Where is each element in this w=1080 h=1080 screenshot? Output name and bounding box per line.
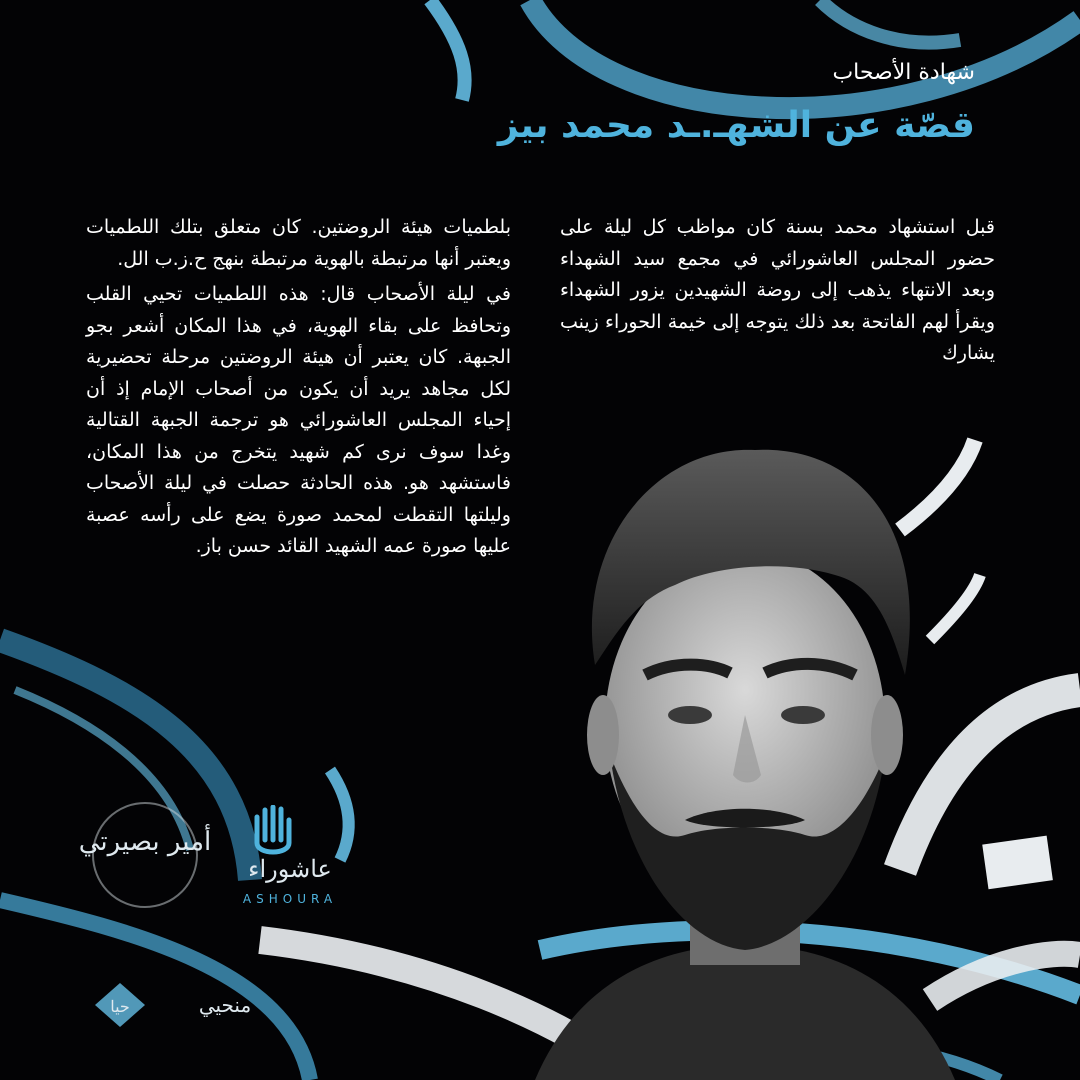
svg-text:عاشوراء: عاشوراء: [248, 855, 332, 883]
story-paragraph: قبل استشهاد محمد بسنة كان مواظب كل ليلة على حضور المجلس العاشورائي في مجمع سيد الشهداء وبعد الانتهاء يذهب إلى روضة الشهيدين يزور الشهداء ويقرأ لهم الفاتحة بعد ذلك يتوجه إلى خيمة الحوراء زينب يشارك: [560, 216, 995, 364]
martyr-portrait: [535, 425, 955, 1080]
svg-text:أمير بصيرتي: أمير بصيرتي: [78, 827, 212, 857]
page-subtitle: شهادة الأصحاب: [832, 60, 975, 85]
story-paragraph: بلطميات هيئة الروضتين. كان متعلق بتلك اللطميات ويعتبر أنها مرتبطة بالهوية مرتبطة بنهج ح.ز.ب الل.: [86, 216, 511, 270]
story-column-left: [86, 212, 511, 567]
svg-text:ASHOURA: ASHOURA: [242, 892, 338, 906]
story-paragraph: في ليلة الأصحاب قال: هذه اللطميات تحيي القلب وتحافظ على بقاء الهوية، في هذا المكان أشعر بجو الجبهة. كان يعتبر أن هيئة الروضتين مرحلة تحضيرية لكل مجاهد يريد أن يكون من أصحاب الإمام إذ أن إحياء المجلس العاشورائي هو ترجمة الجبهة القتالية وغدا سوف نرى كم شهيد يتخرج من هذا المكان، فاستشهد هو. هذه الحادثة حصلت في ليلة الأصحاب وليلتها التقطت لمحمد صورة يضع على رأسه عصبة عليها صورة عمه الشهيد القائد حسن باز.: [86, 283, 511, 557]
svg-text:منحيي: منحيي: [198, 993, 252, 1017]
story-column-right: [560, 212, 995, 374]
hand-icon: [257, 807, 289, 852]
small-logo: [85, 975, 155, 1035]
svg-text:حيا: حيا: [110, 997, 130, 1016]
ashoura-logo: [225, 805, 355, 910]
page-title: قصّة عن الشهـ.ـد محمد بيز: [497, 105, 975, 146]
small-logo: [185, 980, 265, 1030]
calligraphy-logo: [70, 795, 220, 915]
